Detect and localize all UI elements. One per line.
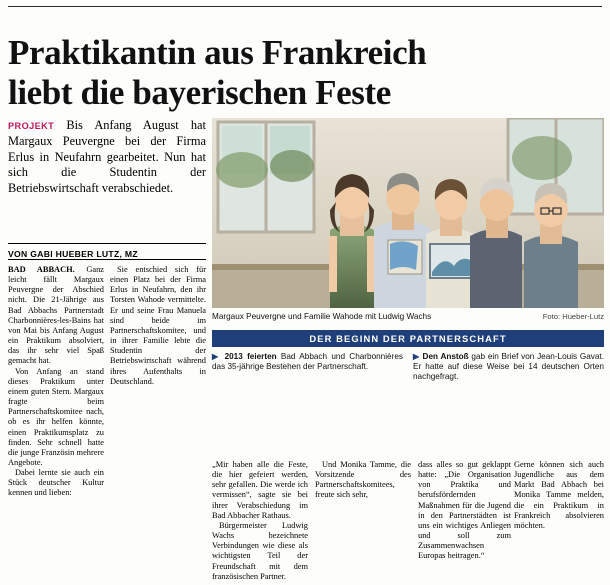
paragraph: „Mir haben alle die Feste, die hier gefeiert werden, sehr gefallen. Die werde ich vermissen“, sagte sie bei ihrer Verabschiedung im Bad Abbacher Rathaus. [212, 460, 308, 520]
intro-standfirst [8, 118, 206, 196]
article-column-4 [315, 460, 411, 501]
byline: VON GABI HUEBER LUTZ, MZ [8, 243, 206, 259]
article-column-6 [514, 460, 604, 531]
paragraph: Bürgermeister Ludwig Wachs bezeichnete Verbindungen wie diese als wichtigsten Teil der Freundschaft mit dem französischen Partner. [212, 520, 308, 581]
info-band-lead: 2013 feierten [224, 352, 277, 361]
paragraph: dass alles so gut geklappt hatte: „Die Organisation von Praktika und berufsfördernden Maßnahmen für die Jugend in den Partnerstädten ist uns ein wichtiges Anliegen und soll zum Zusammenwachsen Europas beitragen.“ [418, 460, 511, 561]
paragraph [8, 265, 104, 367]
info-band-body [212, 352, 604, 383]
dateline: BAD ABBACH. [8, 265, 75, 274]
article-column-3 [212, 460, 308, 582]
paragraph-text: Ganz leicht fällt Margaux Peuvergne der Abschied nicht. Die 21-Jährige aus Bad Abbachs Partnerstadt Charbonnières-les-Bains hat von Mai bis Anfang August ein Praktikum absolviert, das ihr sehr viel Spaß gemacht hat. [8, 265, 104, 366]
headline-line-1: Praktikantin aus Frankreich [8, 33, 427, 73]
paragraph: Von Anfang an stand dieses Praktikum unter einem guten Stern. Margaux fragte beim Partnerschaftskomitee nach, ob es ihr helfen könnte, einen Praktikumsplatz zu finden. Sehr schnell hatte die junge Französin mehrere Angebote. [8, 366, 104, 467]
bullet-icon: ▶ [212, 352, 221, 361]
article-column-2 [110, 265, 206, 387]
intro-text: Bis Anfang August hat Margaux Peuvergne bei der Firma Erlus in Neufahrn gearbeitet. Nun hat sich die Studentin der Betriebswirtschaft verabschiedet. [8, 118, 206, 195]
top-rule [8, 6, 602, 7]
caption-text: Margaux Peuvergne und Familie Wahode mit Ludwig Wachs [212, 312, 432, 321]
photo-illustration [212, 118, 604, 308]
paragraph: Und Monika Tamme, die Vorsitzende des Partnerschaftskomitees, freute sich sehr, [315, 460, 411, 500]
article-photo [212, 118, 604, 308]
paragraph: Sie entschied sich für einen Platz bei der Firma Erlus in Neufahrn, den ihr Torsten Wahode vermittelte. Er und seine Frau Manuela sind beide im Partnerschaftskomitee, und in ihrer Familie lebte die Studentin der Betriebswirtschaft während ihres Aufenthalts in Deutschland. [110, 265, 206, 386]
info-band-item [413, 352, 604, 383]
info-band-text: gab ein Brief von Jean-Louis Gavat. Er hatte auf diese Weise bei 14 deutschen Orten nachgefragt. [413, 352, 605, 382]
photo-caption [212, 312, 604, 322]
bullet-icon: ▶ [413, 352, 420, 361]
article-column-5 [418, 460, 511, 562]
info-band-title: DER BEGINN DER PARTNERSCHAFT [212, 330, 604, 347]
info-band-item [212, 352, 403, 383]
article-column-1 [8, 265, 104, 499]
kicker-label: PROJEKT [8, 121, 55, 131]
paragraph: Gerne können sich auch Jugendliche aus dem Markt Bad Abbach bei Monika Tamme melden, die ein Praktikum in Frankreich absolvieren möchten. [514, 460, 604, 530]
photo-credit: Foto: Hueber-Lutz [542, 312, 604, 321]
person-green-dress [329, 174, 375, 308]
headline-line-2: liebt die bayerischen Feste [8, 73, 391, 113]
paragraph: Dabei lernte sie auch ein Stück deutscher Kultur kennen und lieben: [8, 468, 104, 498]
page-title [8, 33, 604, 113]
byline-rule [8, 259, 206, 260]
info-band-text: Bad Abbach und Charbonnières das 35-jährige Bestehen der Partnerschaft. [212, 352, 403, 372]
info-band-lead: Den Anstoß [422, 352, 469, 361]
